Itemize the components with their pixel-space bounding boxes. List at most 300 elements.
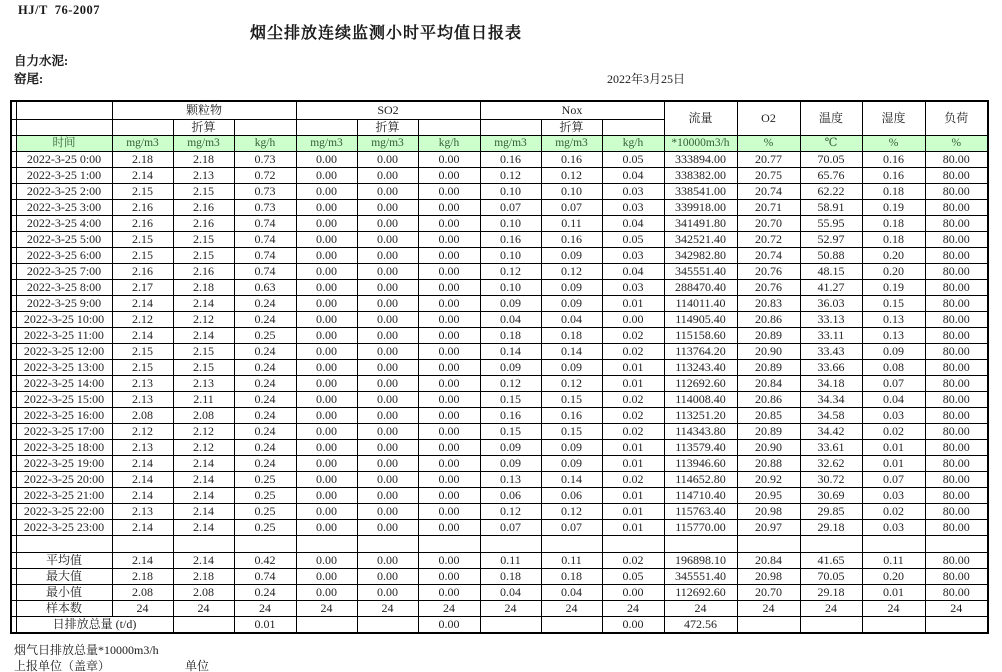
value-cell: 0.00 [296, 280, 357, 296]
summary-row [11, 585, 988, 601]
value-cell: 0.02 [602, 472, 664, 488]
value-cell: 29.18 [800, 585, 862, 601]
table-row [11, 312, 988, 328]
unit-cell: % [737, 136, 800, 152]
unit-cell: *10000m3/h [664, 136, 737, 152]
value-cell: 2.14 [112, 296, 173, 312]
value-cell: 0.00 [418, 280, 480, 296]
unit-cell: kg/h [418, 136, 480, 152]
daily-total-row [11, 617, 988, 634]
value-cell: 0.74 [234, 264, 296, 280]
value-cell: 2.14 [173, 488, 234, 504]
blank-cell [173, 536, 234, 553]
summary-row [11, 569, 988, 585]
value-cell: 0.00 [296, 168, 357, 184]
value-cell: 0.04 [602, 216, 664, 232]
value-cell: 33.61 [800, 440, 862, 456]
value-cell: 0.00 [296, 184, 357, 200]
unit-cell: % [862, 136, 925, 152]
value-cell: 2.14 [173, 296, 234, 312]
value-cell: 0.07 [862, 376, 925, 392]
value-cell: 0.00 [602, 617, 664, 634]
value-cell: 345551.40 [664, 264, 737, 280]
value-cell: 0.01 [602, 504, 664, 520]
value-cell: 0.11 [541, 216, 602, 232]
value-cell: 0.15 [541, 424, 602, 440]
value-cell: 2.16 [112, 264, 173, 280]
value-cell: 0.09 [541, 248, 602, 264]
value-cell [480, 617, 541, 634]
company-label: 自力水泥: [14, 54, 69, 68]
value-cell: 0.00 [357, 232, 418, 248]
value-cell: 0.06 [480, 488, 541, 504]
table-row [11, 280, 988, 296]
value-cell: 0.01 [602, 440, 664, 456]
value-cell: 0.00 [357, 328, 418, 344]
value-cell: 2.15 [112, 248, 173, 264]
value-cell: 0.16 [480, 408, 541, 424]
page-title: 烟尘排放连续监测小时平均值日报表 [250, 25, 523, 42]
time-cell: 2022-3-25 2:00 [16, 184, 112, 200]
value-cell: 2.15 [112, 344, 173, 360]
summary-row [11, 553, 988, 569]
value-cell: 80.00 [925, 168, 988, 184]
value-cell: 339918.00 [664, 200, 737, 216]
value-cell: 341491.80 [664, 216, 737, 232]
value-cell: 0.00 [357, 376, 418, 392]
value-cell: 0.00 [357, 312, 418, 328]
value-cell: 2.14 [112, 553, 173, 569]
value-cell: 29.18 [800, 520, 862, 536]
value-cell: 0.06 [541, 488, 602, 504]
value-cell: 0.00 [296, 376, 357, 392]
value-cell: 114652.80 [664, 472, 737, 488]
value-cell: 2.18 [173, 152, 234, 168]
table-row [11, 376, 988, 392]
value-cell: 0.07 [541, 200, 602, 216]
value-cell: 20.98 [737, 504, 800, 520]
header-cell-blank [112, 120, 173, 136]
value-cell: 0.09 [862, 344, 925, 360]
value-cell: 0.00 [418, 585, 480, 601]
value-cell: 0.04 [602, 264, 664, 280]
value-cell: 0.00 [296, 456, 357, 472]
value-cell: 0.25 [234, 520, 296, 536]
value-cell: 0.00 [357, 168, 418, 184]
value-cell: 472.56 [664, 617, 737, 634]
value-cell: 0.02 [602, 424, 664, 440]
value-cell: 0.07 [541, 520, 602, 536]
value-cell: 0.19 [862, 280, 925, 296]
value-cell: 114008.40 [664, 392, 737, 408]
value-cell: 0.11 [541, 553, 602, 569]
time-cell: 2022-3-25 16:00 [16, 408, 112, 424]
table-row [11, 408, 988, 424]
value-cell: 2.14 [173, 456, 234, 472]
value-cell: 0.02 [602, 553, 664, 569]
col-header-temperature: 温度 [800, 101, 862, 136]
blank-cell [800, 536, 862, 553]
value-cell [862, 617, 925, 634]
value-cell: 0.04 [480, 585, 541, 601]
value-cell: 52.97 [800, 232, 862, 248]
value-cell: 114343.80 [664, 424, 737, 440]
value-cell: 2.16 [173, 200, 234, 216]
time-cell: 2022-3-25 13:00 [16, 360, 112, 376]
table-row [11, 504, 988, 520]
footer-reporting-unit: 上报单位（盖章） [14, 659, 111, 672]
value-cell: 0.09 [480, 296, 541, 312]
value-cell: 2.18 [112, 569, 173, 585]
value-cell: 0.00 [357, 200, 418, 216]
value-cell: 20.77 [737, 152, 800, 168]
value-cell: 0.00 [296, 504, 357, 520]
value-cell: 0.24 [234, 585, 296, 601]
value-cell: 2.13 [173, 376, 234, 392]
value-cell: 0.00 [357, 280, 418, 296]
value-cell: 0.00 [357, 520, 418, 536]
value-cell: 0.09 [541, 360, 602, 376]
value-cell: 0.00 [296, 520, 357, 536]
value-cell: 0.24 [234, 296, 296, 312]
summary-label-cell: 样本数 [16, 601, 112, 617]
value-cell: 0.02 [602, 344, 664, 360]
value-cell: 342982.80 [664, 248, 737, 264]
value-cell: 2.14 [112, 456, 173, 472]
value-cell: 2.15 [112, 184, 173, 200]
value-cell: 80.00 [925, 312, 988, 328]
table-row [11, 440, 988, 456]
value-cell: 114011.40 [664, 296, 737, 312]
value-cell: 0.10 [480, 248, 541, 264]
value-cell: 0.00 [418, 504, 480, 520]
summary-label-cell: 最小值 [16, 585, 112, 601]
value-cell: 0.05 [602, 569, 664, 585]
col-group-nox: Nox [480, 101, 664, 120]
value-cell: 0.10 [480, 280, 541, 296]
time-cell: 2022-3-25 18:00 [16, 440, 112, 456]
value-cell: 0.74 [234, 216, 296, 232]
time-cell: 2022-3-25 9:00 [16, 296, 112, 312]
value-cell: 2.15 [173, 184, 234, 200]
value-cell: 0.73 [234, 184, 296, 200]
value-cell: 2.14 [112, 168, 173, 184]
value-cell: 20.83 [737, 296, 800, 312]
value-cell [737, 617, 800, 634]
value-cell: 24 [602, 601, 664, 617]
value-cell: 2.11 [173, 392, 234, 408]
col-header-flow: 流量 [664, 101, 737, 136]
value-cell: 0.24 [234, 456, 296, 472]
value-cell: 0.24 [234, 392, 296, 408]
time-cell: 2022-3-25 20:00 [16, 472, 112, 488]
value-cell: 0.03 [602, 200, 664, 216]
standard-number: HJ/T 76-2007 [18, 3, 100, 17]
footer-total-flue-gas: 烟气日排放总量*10000m3/h [14, 643, 159, 657]
value-cell: 0.00 [357, 344, 418, 360]
value-cell: 0.00 [296, 232, 357, 248]
value-cell: 80.00 [925, 152, 988, 168]
col-header-o2: O2 [737, 101, 800, 136]
value-cell: 0.00 [357, 424, 418, 440]
summary-label-cell: 最大值 [16, 569, 112, 585]
value-cell: 20.84 [737, 376, 800, 392]
value-cell: 0.00 [418, 392, 480, 408]
report-date: 2022年3月25日 [607, 72, 686, 86]
value-cell: 0.00 [418, 376, 480, 392]
unit-cell: mg/m3 [112, 136, 173, 152]
value-cell: 2.14 [173, 520, 234, 536]
value-cell: 0.01 [862, 585, 925, 601]
value-cell: 0.00 [357, 392, 418, 408]
value-cell: 24 [357, 601, 418, 617]
table-row [11, 472, 988, 488]
value-cell: 20.70 [737, 216, 800, 232]
value-cell: 115770.00 [664, 520, 737, 536]
value-cell: 0.09 [480, 456, 541, 472]
value-cell: 80.00 [925, 585, 988, 601]
value-cell: 2.13 [112, 440, 173, 456]
value-cell: 0.01 [602, 360, 664, 376]
value-cell: 24 [737, 601, 800, 617]
value-cell: 2.15 [173, 344, 234, 360]
subheader-converted: 折算 [357, 120, 418, 136]
value-cell: 0.12 [480, 168, 541, 184]
value-cell [173, 617, 234, 634]
value-cell: 0.16 [862, 152, 925, 168]
value-cell: 0.00 [418, 184, 480, 200]
value-cell: 0.00 [357, 152, 418, 168]
value-cell: 112692.60 [664, 585, 737, 601]
value-cell: 0.16 [541, 232, 602, 248]
value-cell: 0.00 [357, 488, 418, 504]
value-cell: 0.24 [234, 360, 296, 376]
value-cell: 20.76 [737, 264, 800, 280]
value-cell: 0.74 [234, 232, 296, 248]
value-cell: 0.63 [234, 280, 296, 296]
value-cell: 0.09 [541, 440, 602, 456]
value-cell: 2.14 [173, 504, 234, 520]
value-cell: 50.88 [800, 248, 862, 264]
value-cell: 0.18 [541, 328, 602, 344]
value-cell: 34.18 [800, 376, 862, 392]
value-cell: 0.25 [234, 328, 296, 344]
value-cell [541, 617, 602, 634]
value-cell: 0.09 [541, 456, 602, 472]
value-cell: 0.00 [296, 344, 357, 360]
header-cell-blank [296, 120, 357, 136]
value-cell: 0.02 [862, 424, 925, 440]
value-cell: 2.14 [112, 520, 173, 536]
footer-unit-label: 单位 [185, 659, 210, 672]
table-row [11, 456, 988, 472]
value-cell: 0.00 [296, 553, 357, 569]
value-cell: 0.03 [602, 280, 664, 296]
col-group-particulate: 颗粒物 [112, 101, 296, 120]
header-cell-blank [234, 120, 296, 136]
value-cell: 0.11 [862, 553, 925, 569]
value-cell: 2.16 [112, 200, 173, 216]
value-cell: 80.00 [925, 569, 988, 585]
value-cell: 41.27 [800, 280, 862, 296]
time-cell: 2022-3-25 3:00 [16, 200, 112, 216]
value-cell: 80.00 [925, 553, 988, 569]
value-cell: 33.43 [800, 344, 862, 360]
table-row [11, 248, 988, 264]
value-cell: 24 [800, 601, 862, 617]
value-cell: 0.24 [234, 312, 296, 328]
value-cell: 0.00 [418, 488, 480, 504]
value-cell: 0.24 [234, 376, 296, 392]
value-cell: 80.00 [925, 376, 988, 392]
value-cell: 2.12 [112, 424, 173, 440]
value-cell: 0.16 [862, 168, 925, 184]
value-cell: 0.00 [418, 440, 480, 456]
time-cell: 2022-3-25 1:00 [16, 168, 112, 184]
value-cell: 342521.40 [664, 232, 737, 248]
value-cell: 2.15 [173, 232, 234, 248]
value-cell: 2.12 [173, 312, 234, 328]
header-cell-blank [418, 120, 480, 136]
value-cell: 80.00 [925, 200, 988, 216]
value-cell: 20.97 [737, 520, 800, 536]
value-cell: 0.25 [234, 488, 296, 504]
value-cell: 34.34 [800, 392, 862, 408]
value-cell: 0.00 [418, 569, 480, 585]
value-cell: 0.00 [357, 264, 418, 280]
value-cell: 0.00 [418, 312, 480, 328]
value-cell: 20.71 [737, 200, 800, 216]
value-cell: 0.04 [541, 312, 602, 328]
unit-cell: mg/m3 [541, 136, 602, 152]
table-row [11, 344, 988, 360]
value-cell: 80.00 [925, 472, 988, 488]
value-cell: 0.14 [541, 472, 602, 488]
table-row [11, 184, 988, 200]
unit-cell: ℃ [800, 136, 862, 152]
value-cell: 114710.40 [664, 488, 737, 504]
value-cell: 0.13 [862, 328, 925, 344]
value-cell: 2.13 [112, 504, 173, 520]
value-cell: 0.00 [602, 312, 664, 328]
value-cell: 113579.40 [664, 440, 737, 456]
value-cell: 0.00 [296, 472, 357, 488]
time-cell: 2022-3-25 11:00 [16, 328, 112, 344]
value-cell: 0.42 [234, 553, 296, 569]
table-row [11, 216, 988, 232]
time-cell: 2022-3-25 0:00 [16, 152, 112, 168]
value-cell: 0.08 [862, 360, 925, 376]
value-cell: 0.10 [480, 216, 541, 232]
value-cell: 0.15 [480, 392, 541, 408]
value-cell: 0.00 [418, 360, 480, 376]
value-cell: 20.72 [737, 232, 800, 248]
value-cell: 32.62 [800, 456, 862, 472]
value-cell: 0.00 [296, 312, 357, 328]
value-cell: 0.18 [862, 216, 925, 232]
value-cell: 0.25 [234, 504, 296, 520]
value-cell: 0.10 [541, 184, 602, 200]
value-cell: 80.00 [925, 424, 988, 440]
value-cell: 2.14 [112, 328, 173, 344]
station-label: 窑尾: [14, 72, 44, 86]
value-cell: 0.00 [418, 520, 480, 536]
blank-cell [418, 536, 480, 553]
value-cell: 80.00 [925, 328, 988, 344]
value-cell: 2.12 [173, 424, 234, 440]
value-cell: 20.70 [737, 585, 800, 601]
value-cell: 0.00 [357, 360, 418, 376]
value-cell: 0.00 [296, 216, 357, 232]
value-cell: 0.02 [602, 392, 664, 408]
value-cell: 0.00 [418, 216, 480, 232]
header-cell-blank [16, 101, 112, 120]
value-cell: 0.18 [480, 569, 541, 585]
value-cell: 0.03 [862, 520, 925, 536]
value-cell: 0.05 [602, 152, 664, 168]
value-cell: 24 [173, 601, 234, 617]
value-cell: 0.00 [602, 585, 664, 601]
value-cell: 0.00 [296, 440, 357, 456]
header-cell-blank [480, 120, 541, 136]
value-cell: 0.18 [541, 569, 602, 585]
value-cell: 70.05 [800, 152, 862, 168]
table-row [11, 232, 988, 248]
value-cell: 0.74 [234, 569, 296, 585]
value-cell: 0.00 [296, 200, 357, 216]
value-cell: 2.13 [112, 376, 173, 392]
value-cell: 0.01 [602, 456, 664, 472]
col-header-load: 负荷 [925, 101, 988, 136]
value-cell: 2.13 [112, 392, 173, 408]
value-cell: 0.00 [418, 553, 480, 569]
value-cell: 0.12 [541, 376, 602, 392]
value-cell: 0.00 [357, 585, 418, 601]
value-cell: 0.02 [602, 408, 664, 424]
value-cell: 0.03 [602, 184, 664, 200]
value-cell: 113251.20 [664, 408, 737, 424]
value-cell: 0.04 [480, 312, 541, 328]
value-cell: 80.00 [925, 520, 988, 536]
value-cell: 0.12 [480, 264, 541, 280]
value-cell: 2.16 [112, 216, 173, 232]
value-cell: 48.15 [800, 264, 862, 280]
value-cell: 0.09 [541, 280, 602, 296]
header-units-row [11, 136, 988, 152]
value-cell: 0.00 [418, 617, 480, 634]
value-cell: 20.95 [737, 488, 800, 504]
value-cell: 115158.60 [664, 328, 737, 344]
value-cell: 0.12 [541, 264, 602, 280]
value-cell: 0.18 [480, 328, 541, 344]
value-cell: 0.00 [418, 344, 480, 360]
value-cell: 55.95 [800, 216, 862, 232]
value-cell: 0.15 [862, 296, 925, 312]
value-cell: 114905.40 [664, 312, 737, 328]
value-cell: 24 [480, 601, 541, 617]
value-cell: 0.16 [541, 152, 602, 168]
value-cell: 0.01 [602, 488, 664, 504]
unit-cell: mg/m3 [296, 136, 357, 152]
value-cell: 0.72 [234, 168, 296, 184]
unit-cell: % [925, 136, 988, 152]
value-cell: 20.85 [737, 408, 800, 424]
value-cell: 0.00 [296, 328, 357, 344]
value-cell: 113764.20 [664, 344, 737, 360]
value-cell: 2.18 [112, 152, 173, 168]
value-cell: 24 [664, 601, 737, 617]
value-cell: 80.00 [925, 232, 988, 248]
